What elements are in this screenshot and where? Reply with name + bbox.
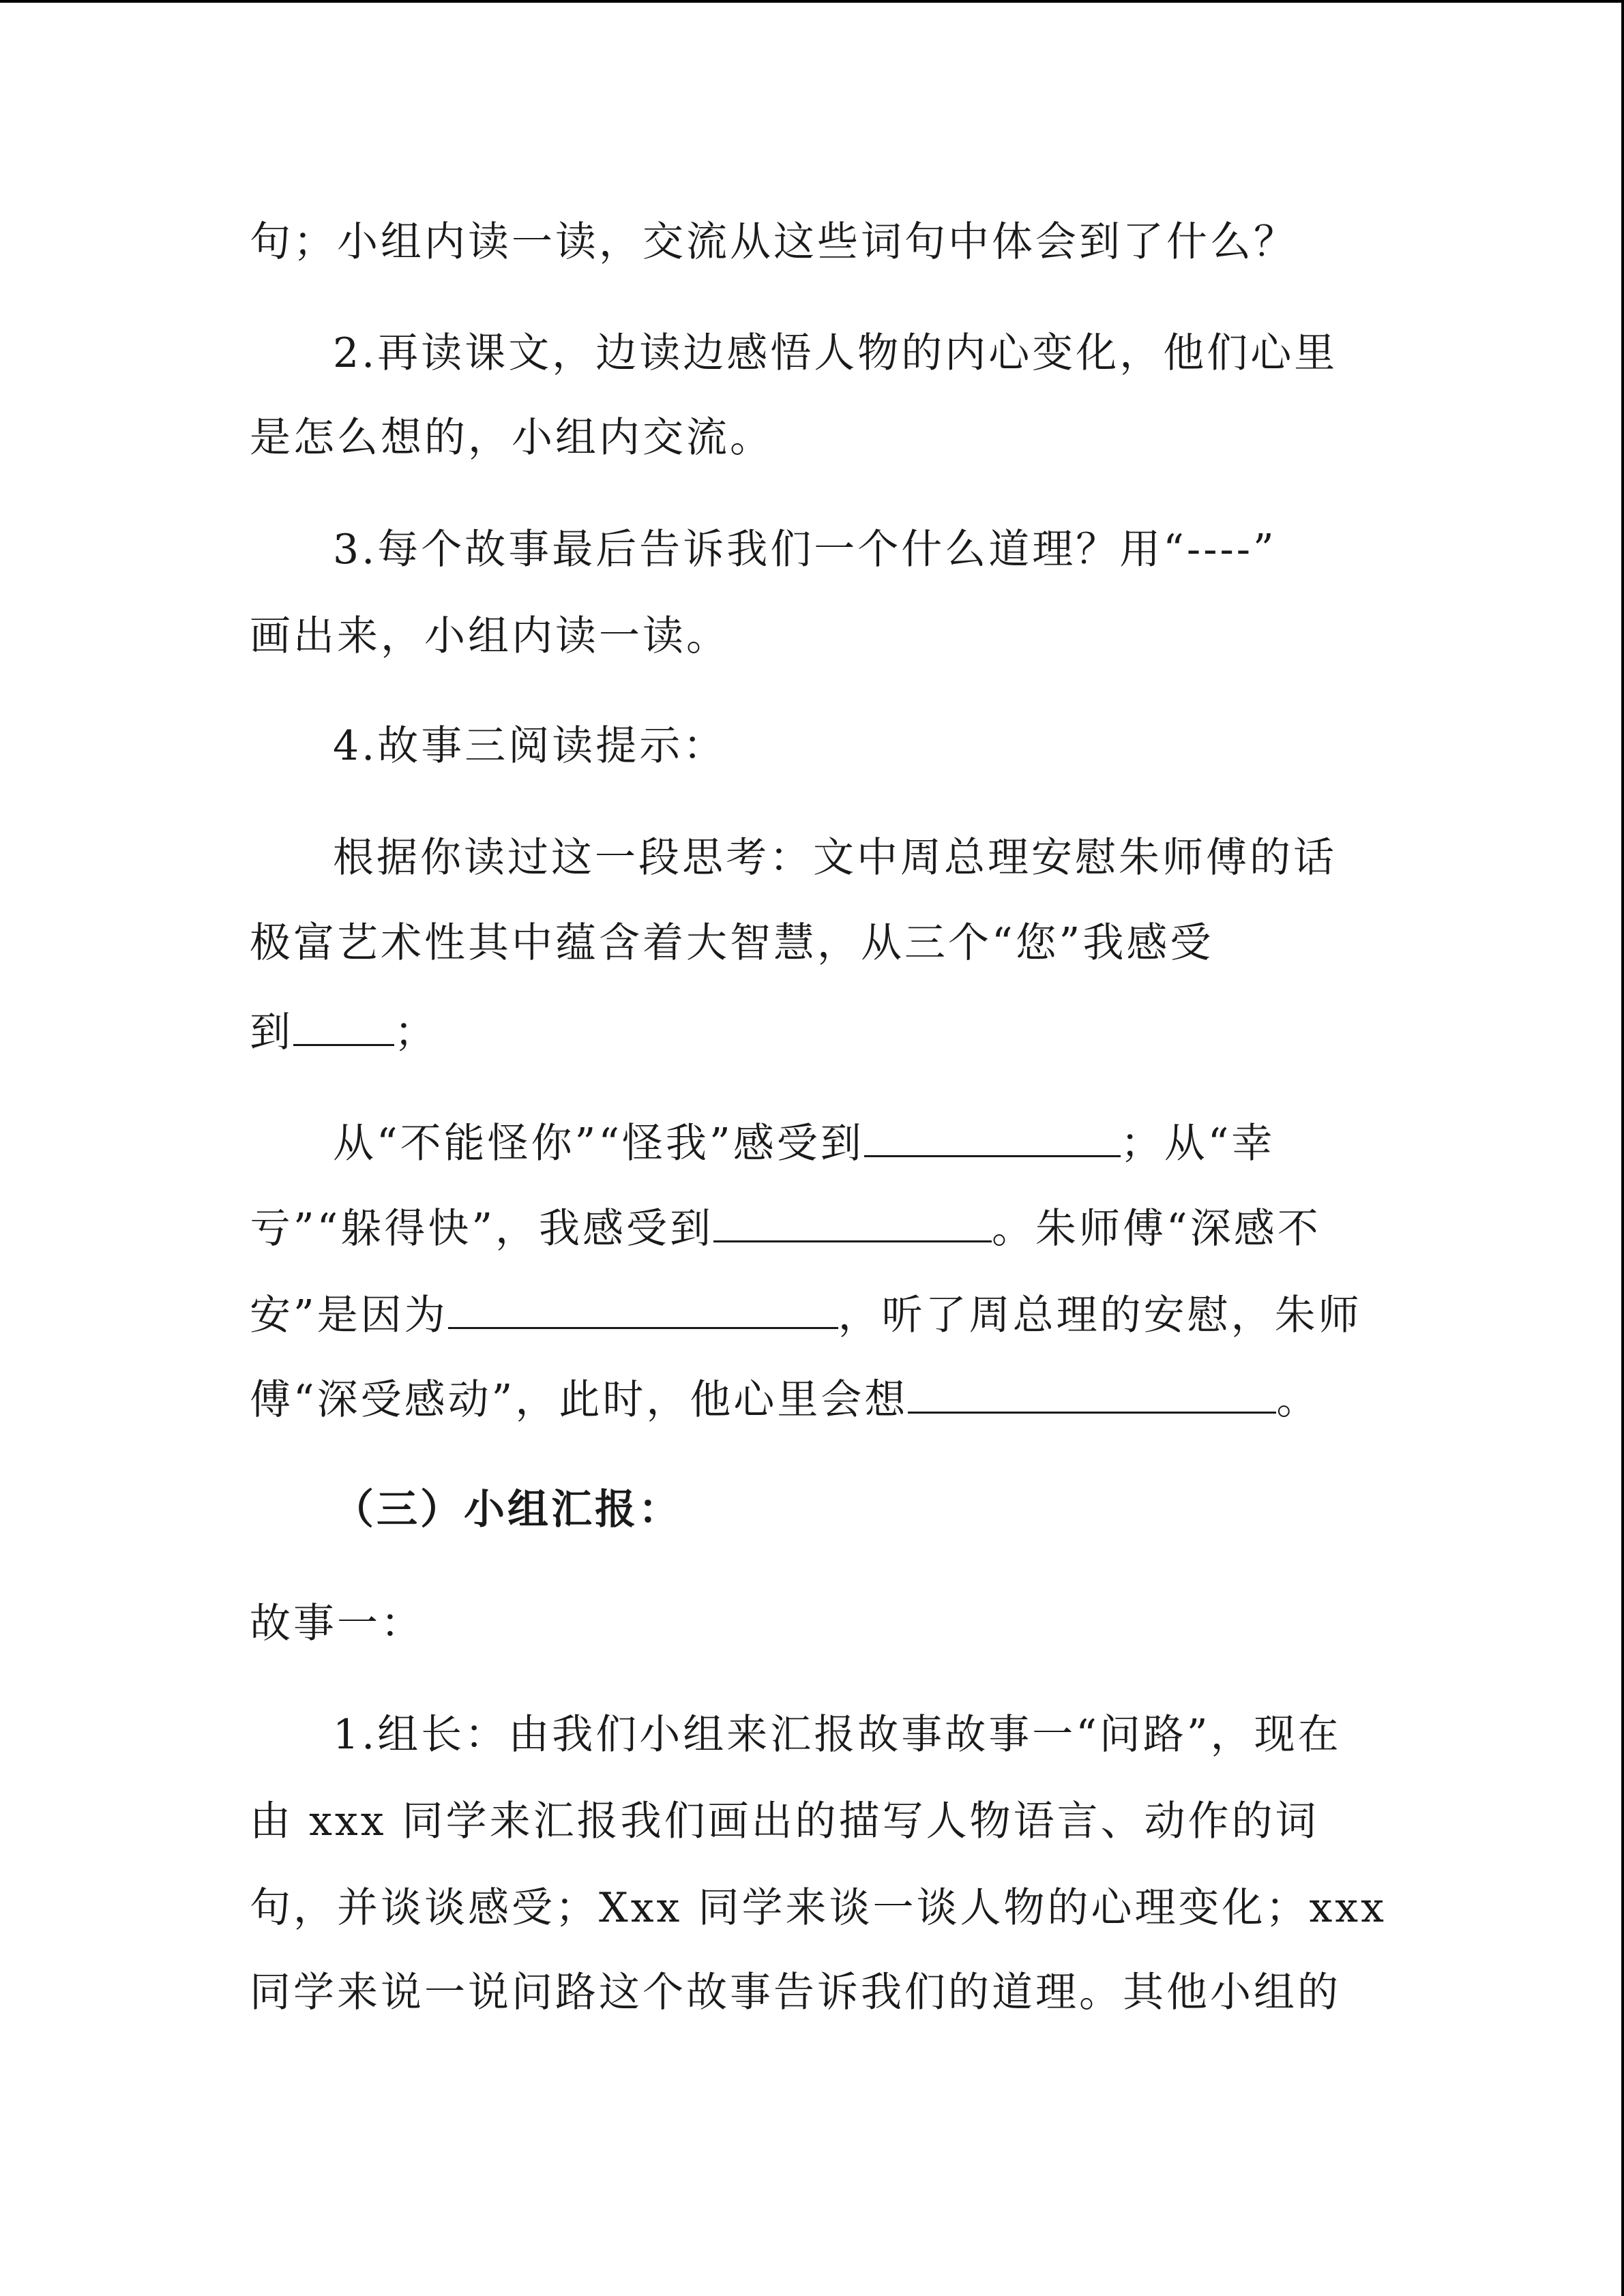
paragraph-line: 3.每个故事最后告诉我们一个什么道理？用“----” [333,526,1277,573]
paragraph-line [250,1289,1362,1340]
fill-in-blank[interactable] [448,1289,838,1329]
page-top-border [0,0,1624,3]
line-text: 到 [250,1009,293,1056]
paragraph-line: 由 xxx 同学来汇报我们画出的描写人物语言、动作的词 [250,1798,1319,1845]
paragraph-line [250,1006,438,1057]
line-text: 。 [1276,1376,1320,1424]
paragraph-line: 根据你读过这一段思考：文中周总理安慰朱师傅的话 [333,834,1337,882]
paragraph-line: 极富艺术性其中蕴含着大智慧，从三个“您”我感受 [250,919,1214,967]
line-text: 。朱师傅“深感不 [992,1205,1321,1253]
line-text: ； [394,1009,438,1056]
fill-in-blank[interactable] [864,1117,1121,1157]
line-text: 从“不能怪你”“怪我”感受到 [333,1120,864,1167]
fill-in-blank[interactable] [293,1006,394,1046]
line-text: 安”是因为 [250,1292,448,1339]
line-text: 傅“深受感动”，此时，他心里会想 [250,1376,909,1424]
section-heading: （三）小组汇报： [333,1486,682,1534]
fill-in-blank[interactable] [713,1202,992,1242]
paragraph-line: 是怎么想的，小组内交流。 [250,414,773,462]
paragraph-line [250,1373,1320,1425]
paragraph-line: 画出来，小组内读一读。 [250,612,730,660]
paragraph-line: 1.组长：由我们小组来汇报故事故事一“问路”，现在 [333,1711,1342,1759]
paragraph-line [250,1202,1321,1253]
paragraph-line: 故事一： [250,1600,424,1648]
paragraph-line: 同学来说一说问路这个故事告诉我们的道理。其他小组的 [250,1969,1341,2016]
paragraph-line [333,1117,1275,1168]
line-text: 亏”“躲得快”，我感受到 [250,1205,714,1253]
page-right-border [1621,0,1624,2296]
paragraph-line: 句，并谈谈感受；Xxx 同学来谈一谈人物的心理变化；xxx [250,1884,1387,1932]
paragraph-line: 4.故事三阅读提示： [333,722,727,770]
paragraph-line: 2.再读课文，边读边感悟人物的内心变化，他们心里 [333,329,1338,377]
paragraph-line: 句；小组内读一读，交流从这些词句中体会到了什么？ [250,218,1297,266]
line-text: ；从“幸 [1120,1120,1275,1167]
fill-in-blank[interactable] [908,1373,1276,1414]
line-text: ，听了周总理的安慰，朱师 [838,1292,1362,1339]
